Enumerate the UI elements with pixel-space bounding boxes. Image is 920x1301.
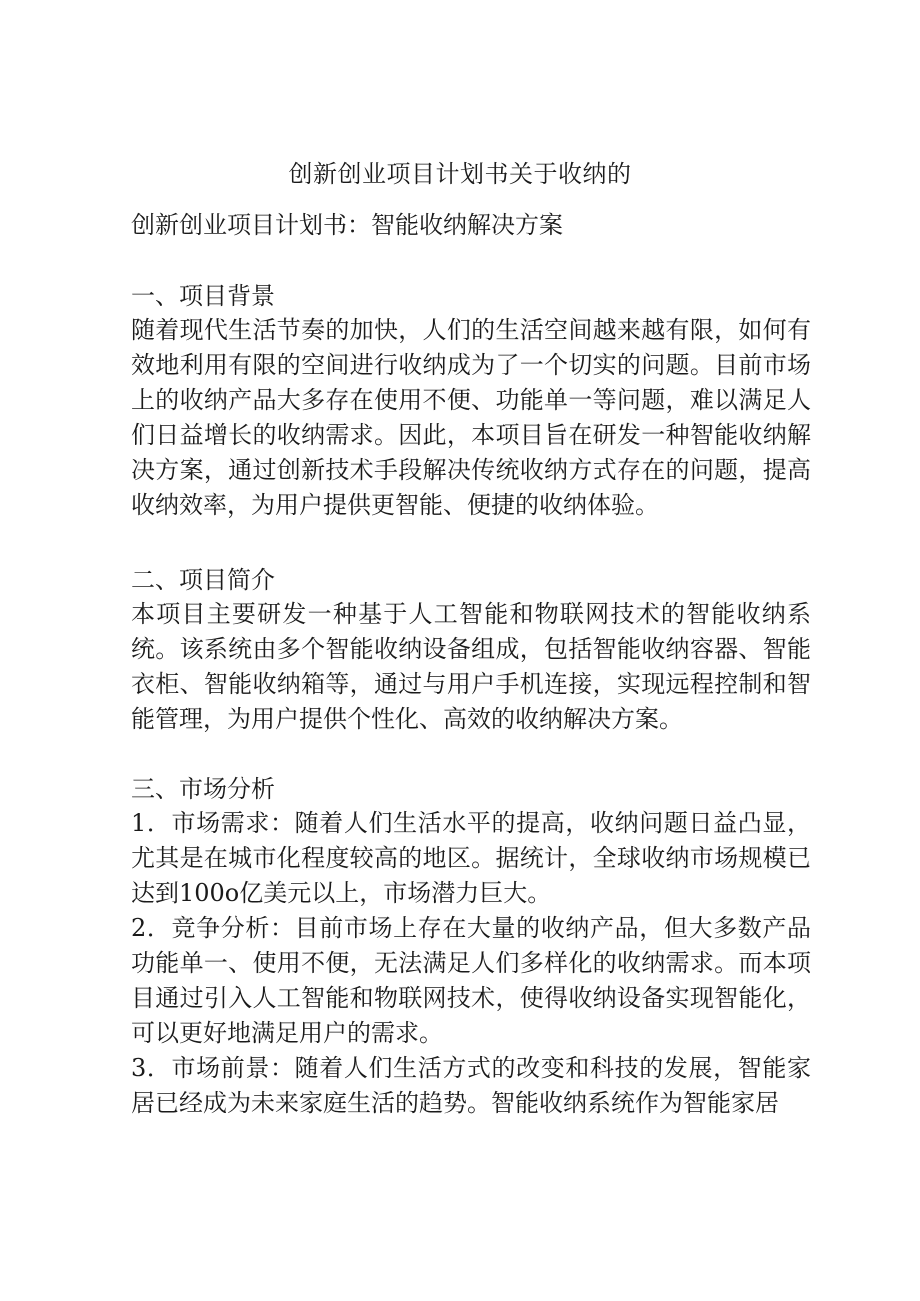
market-item-demand: 1．市场需求：随着人们生活水平的提高，收纳问题日益凸显，尤其是在城市化程度较高的地区。据统计，全球收纳市场规模已达到100o亿美元以上，市场潜力巨大。 <box>131 809 811 907</box>
market-item-competition: 2．竞争分析：目前市场上存在大量的收纳产品，但大多数产品功能单一、使用不便，无法满足人们多样化的收纳需求。而本项目通过引入人工智能和物联网技术，使得收纳设备实现智能化，可以更好地满足用户的需求。 <box>131 914 811 1047</box>
document-title: 创新创业项目计划书关于收纳的 <box>288 160 632 188</box>
section-body-intro: 本项目主要研发一种基于人工智能和物联网技术的智能收纳系统。该系统由多个智能收纳设备组成，包括智能收纳容器、智能衣柜、智能收纳箱等，通过与用户手机连接，实现远程控制和智能管理，为用户提供个性化、高效的收纳解决方案。 <box>131 600 811 733</box>
market-items <box>131 806 811 1121</box>
section-heading-intro: 二、项目简介 <box>131 566 275 594</box>
section-body-background: 随着现代生活节奏的加快，人们的生活空间越来越有限，如何有效地利用有限的空间进行收纳成为了一个切实的问题。目前市场上的收纳产品大多存在使用不便、功能单一等问题，难以满足人们日益增长的收纳需求。因此，本项目旨在研发一种智能收纳解决方案，通过创新技术手段解决传统收纳方式存在的问题，提高收纳效率，为用户提供更智能、便捷的收纳体验。 <box>131 316 811 519</box>
section-heading-background: 一、项目背景 <box>131 282 275 310</box>
document-subtitle: 创新创业项目计划书：智能收纳解决方案 <box>131 211 563 239</box>
section-market <box>131 772 811 1121</box>
section-intro <box>131 563 811 737</box>
section-heading-market: 三、市场分析 <box>131 775 275 803</box>
section-background <box>131 279 811 523</box>
market-item-outlook: 3．市场前景：随着人们生活方式的改变和科技的发展，智能家居已经成为未来家庭生活的趋势。智能收纳系统作为智能家居 <box>131 1054 811 1117</box>
